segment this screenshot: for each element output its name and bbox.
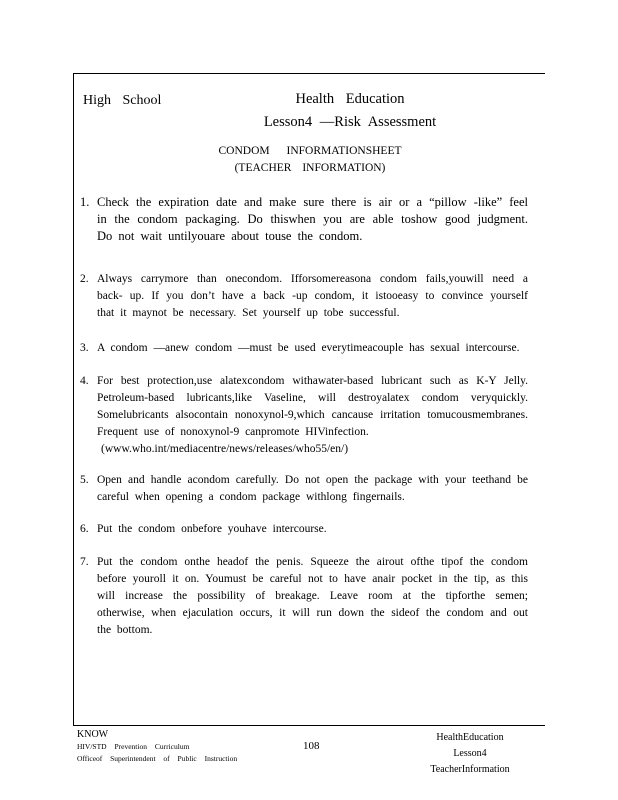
item-text: Check the expiration date and make sure there is air or a “pillow -like” feel in the condom packaging. Do thiswhen you are able toshow good judgment. Do not wait untilyouare about touse the condom.	[97, 195, 528, 243]
item-number: 5.	[80, 474, 89, 486]
sheet-title: CONDOM INFORMATIONSHEET	[218, 145, 402, 157]
list-item	[80, 554, 528, 639]
condom-info-list	[80, 194, 528, 639]
footer-rule	[73, 725, 545, 726]
footer-doc-type: TeacherInformation	[430, 764, 510, 775]
header-subject: Health Education	[295, 91, 405, 107]
page-number: 108	[303, 740, 320, 752]
header-school-level: High School	[83, 93, 162, 108]
item-text: A condom —anew condom —must be used everytimeacouple has sexual intercourse.	[97, 342, 520, 354]
item-number: 3.	[80, 342, 89, 354]
item-number: 4.	[80, 375, 89, 387]
list-item	[80, 472, 528, 506]
left-margin-rule	[73, 73, 74, 725]
item-text: Always carrymore than onecondom. Ifforsomereasona condom fails,youwill need a back- up. If you don’t have a back -up condom, it istooeasy to convince yourself that it maynot be necessary. Set yourself up tobe successful.	[97, 273, 528, 319]
item-text: Put the condom onthe headof the penis. Squeeze the airout ofthe tipof the condom before youroll it on. Youmust be careful not to have anair pocket in the tip, as this will increase the possibility of breakage. Leave room at the tipforthe semen; otherwise, when ejaculation occurs, it will run down the sideof the condom and out the bottom.	[97, 556, 528, 636]
sheet-audience: (TEACHER INFORMATION)	[234, 162, 386, 174]
item-text: For best protection,use alatexcondom withawater-based lubricant such as K-Y Jelly. Petroleum-based lubricants,like Vaseline, will destroyalatex condom veryquickly. Somelubricants alsocontain nonoxynol-9,which cancause irritation tomucousmembranes. Frequent use of nonoxynol-9 canpromote HIVinfection.	[97, 375, 528, 438]
list-item	[80, 521, 528, 538]
footer-curriculum-name: HIV/STD Prevention Curriculum	[77, 742, 190, 751]
list-item	[80, 340, 528, 357]
footer-lesson: Lesson4	[453, 748, 487, 759]
footer-office: Officeof Superintendent of Public Instruction	[77, 754, 238, 763]
list-item	[80, 373, 528, 458]
who-reference-link: (www.who.int/mediacentre/news/releases/who55/en/)	[101, 443, 349, 455]
header-lesson-title: Lesson4 —Risk Assessment	[263, 114, 437, 130]
item-number: 2.	[80, 273, 89, 285]
item-number: 1.	[80, 195, 90, 209]
footer-subject: HealthEducation	[436, 732, 504, 743]
top-rule	[73, 73, 545, 74]
footer-know: KNOW	[77, 729, 109, 740]
item-number: 7.	[80, 556, 89, 568]
footer-curriculum-info	[77, 729, 237, 765]
list-item	[80, 271, 528, 322]
list-item	[80, 194, 528, 245]
item-number: 6.	[80, 523, 89, 535]
item-text: Put the condom onbefore youhave intercourse.	[97, 523, 327, 535]
footer-section-info	[420, 730, 520, 778]
item-text: Open and handle acondom carefully. Do not open the package with your teethand be careful when opening a condom package withlong fingernails.	[97, 474, 528, 503]
